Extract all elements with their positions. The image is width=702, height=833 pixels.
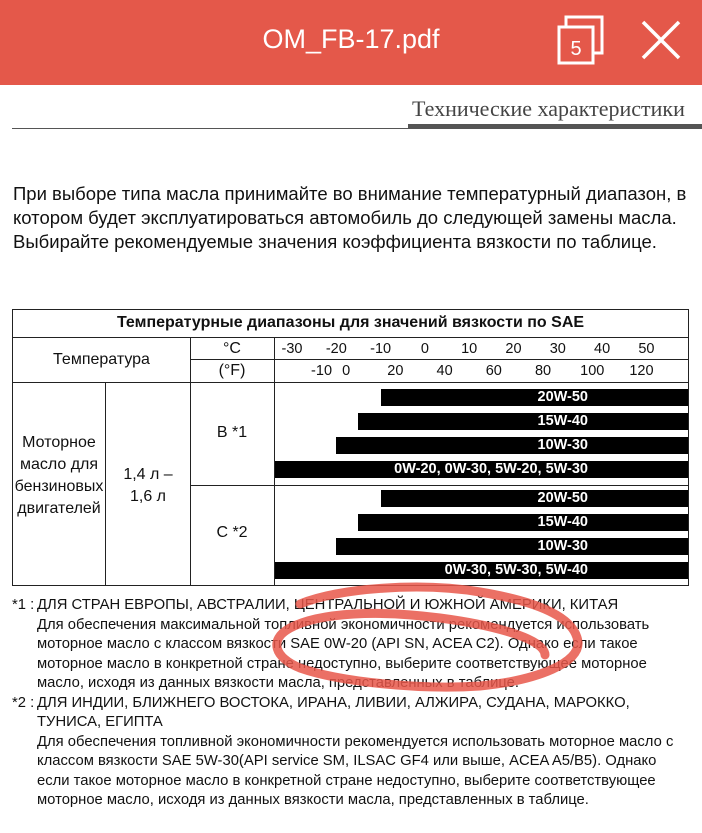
fahrenheit-tick: 20 <box>387 363 404 379</box>
celsius-tick: 0 <box>420 341 429 357</box>
footnote-2 <box>12 694 692 811</box>
group-c-text: C *2 <box>216 524 248 541</box>
viscosity-grade: 0W-30, 5W-30, 5W-40 <box>444 562 588 578</box>
viscosity-table <box>12 309 689 586</box>
viscosity-bar <box>336 538 688 555</box>
viscosity-grade: 10W-30 <box>537 437 588 453</box>
footnote-heading: ДЛЯ СТРАН ЕВРОПЫ, АВСТРАЛИИ, ЦЕНТРАЛЬНОЙ И ЮЖНОЙ АМЕРИКИ, КИТАЯ <box>37 597 619 613</box>
celsius-tick: -20 <box>325 341 347 357</box>
displacement-label: 1,4 л – 1,6 л <box>123 466 173 505</box>
fahrenheit-tick: 60 <box>485 363 502 379</box>
close-button[interactable] <box>638 17 684 63</box>
viscosity-bar <box>381 389 688 406</box>
temperature-label: Температура <box>53 351 150 368</box>
viscosity-grade: 20W-50 <box>537 389 588 405</box>
fahrenheit-tick: 100 <box>580 363 605 379</box>
viscosity-grade: 10W-30 <box>537 538 588 554</box>
footnote-marker: *2 : <box>12 694 35 711</box>
footnote-heading: ДЛЯ ИНДИИ, БЛИЖНЕГО ВОСТОКА, ИРАНА, ЛИВИИ, АЛЖИРА, СУДАНА, МАРОККО, ТУНИСА, ЕГИПТА <box>37 694 630 730</box>
group-b-label <box>190 424 274 442</box>
viscosity-grade: 0W-20, 0W-30, 5W-20, 5W-30 <box>394 461 588 477</box>
table-rule <box>190 359 688 360</box>
celsius-tick: 40 <box>594 341 611 357</box>
table-rule <box>190 485 688 486</box>
celsius-tick: 10 <box>461 341 478 357</box>
close-x-icon <box>638 17 684 63</box>
viscosity-bar <box>275 562 688 579</box>
pages-stack-icon <box>557 15 605 65</box>
viewer-toolbar <box>0 0 702 85</box>
celsius-tick: -30 <box>281 341 303 357</box>
intro-paragraph: При выборе типа масла принимайте во внимание температурный диапазон, в котором будет эксплуатироваться автомобиль до следующей замены масла. Выбирайте рекомендуемые значения коэффициента вязкости по таблице. <box>13 183 687 252</box>
viscosity-bar <box>336 437 688 454</box>
table-rule <box>13 382 688 383</box>
celsius-tick: 20 <box>505 341 522 357</box>
header-rule <box>12 128 702 129</box>
fahrenheit-tick: -10 <box>311 363 333 379</box>
fahrenheit-tick: 0 <box>342 363 351 379</box>
footnotes <box>12 596 692 811</box>
group-b-text: B *1 <box>216 424 248 441</box>
fahrenheit-tick: 120 <box>629 363 654 379</box>
table-rule <box>105 382 106 585</box>
fahrenheit-tick: 40 <box>436 363 453 379</box>
table-title: Температурные диапазоны для значений вязкости по SAE <box>116 314 585 331</box>
viscosity-grade: 15W-40 <box>537 514 588 530</box>
viscosity-grade: 15W-40 <box>537 413 588 429</box>
viscosity-bar <box>358 514 688 531</box>
viscosity-bar <box>275 461 688 478</box>
footnote-text: Для обеспечения топливной экономичности рекомендуется использовать моторное масло с классом вязкости SAE 5W-30(API service SM, ILSAC GF4 или выше, ACEA A5/B5). Однако если такое моторное масло в конкретной стране недоступно, выберите соответствующее моторное масло, исходя из данных вязкости масла, представленных в таблице. <box>37 733 674 808</box>
fahrenheit-label: (°F) <box>218 362 246 379</box>
page-count-button[interactable] <box>557 15 605 65</box>
document-title: OM_FB-17.pdf <box>262 24 440 54</box>
header-rule-accent <box>408 124 702 128</box>
celsius-tick: 50 <box>638 341 655 357</box>
section-header: Технические характеристики <box>412 96 685 121</box>
celsius-tick: 30 <box>549 341 566 357</box>
group-c-label <box>190 524 274 542</box>
engine-oil-label: Моторное масло для бензиновых двигателей <box>14 434 104 517</box>
page-count: 5 <box>570 38 582 60</box>
fahrenheit-tick: 80 <box>534 363 552 379</box>
viscosity-bar <box>381 490 688 507</box>
table-rule <box>13 337 688 338</box>
footnote-marker: *1 : <box>12 597 35 613</box>
celsius-tick: -10 <box>370 341 392 357</box>
footnote-text: Для обеспечения максимальной топливной экономичности рекомендуется использовать моторное масло с классом вязкости SAE 0W-20 (API SN, ACEA C2). Однако если такое моторное масло в конкретной стране недоступно, выберите соответствующее моторное масло, исходя из данных вязкости масла, представленных в таблице. <box>37 616 650 691</box>
viscosity-bar <box>358 413 688 430</box>
celsius-label: °C <box>223 340 241 357</box>
viscosity-grade: 20W-50 <box>537 490 588 506</box>
footnote-1 <box>12 596 692 694</box>
